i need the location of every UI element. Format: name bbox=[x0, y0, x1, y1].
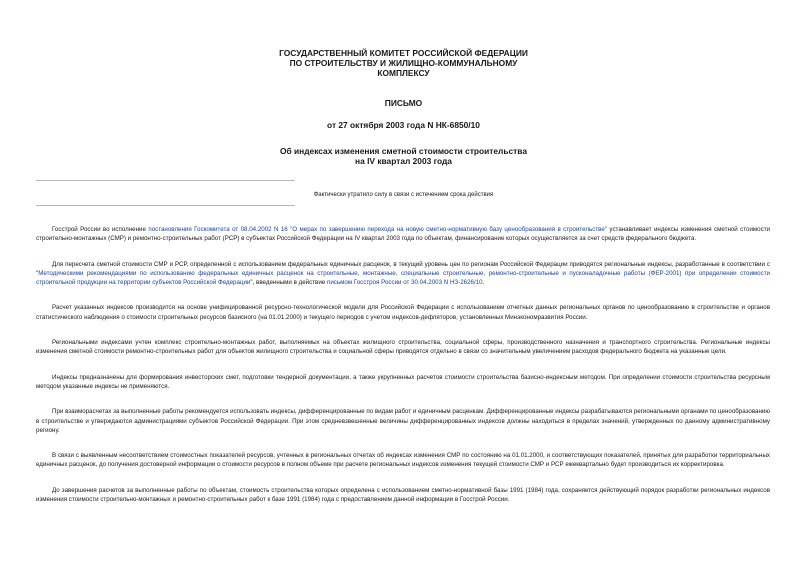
document-date-number: от 27 октября 2003 года N НК-6850/10 bbox=[327, 120, 480, 130]
paragraph-1 bbox=[36, 225, 770, 244]
issuing-authority bbox=[0, 48, 807, 78]
paragraph-1-text-b: устанавливает индексы изменения сметной стоимости строительно-монтажных (СМР) и ремонтно-строительных работ (РСР) в субъектах Российской Федерации на IV квартал 2003 года по объектам, финансирование которых осуществляется за счет средств федерального бюджета. bbox=[36, 226, 770, 243]
resolution-16-link[interactable]: постановления Госкомитета от 08.04.2002 N 16 "О мерах по завершению перехода на новую сметно-нормативную базу ценообразования в строительстве" bbox=[148, 226, 608, 233]
paragraph-2 bbox=[36, 260, 770, 288]
title-line-1: Об индексах изменения сметной стоимости строительства bbox=[280, 146, 527, 156]
paragraph-3: Расчет указанных индексов производится на основе унифицированной ресурсно-технологической модели для Российской Федерации с использованием отчетных данных региональных органов по ценообразованию в строительстве и органов статистического наблюдения о стоимости строительных ресурсов базисного (на 01.01.2000) и текущего периодов с учетом индексов-дефляторов, установленных Минэкономразвития России. bbox=[36, 304, 770, 321]
paragraph-7: В связи с выявленным несоответствием стоимостных показателей ресурсов, учтенных в региональных отчетах об индексах изменения СМР по состоянию на 01.01.2000, и соответствующих показателей, принятых для разработки территориальных единичных расценок, до получения достоверной информации о стоимости ресурсов в полном объеме при расчете региональных индексов изменения текущей стоимости СМР и РСР ежеквартально будет производиться их корректировка. bbox=[36, 452, 770, 469]
divider-top bbox=[36, 180, 295, 181]
authority-line-3: КОМПЛЕКСУ bbox=[377, 68, 430, 78]
paragraph-4: Региональными индексами учтен комплекс строительно-монтажных работ, выполняемых на объектах жилищного строительства, социальной сферы, производственного назначения и транспортного строительства. Региональные индексы изменения сметной стоимости ремонтно-строительных работ для объектов жилищного строительства и социальной сферы приводятся отдельно в связи со значительным увеличением расходов федерального бюджета на указанные цели. bbox=[36, 339, 770, 356]
paragraph-6: При взаиморасчетах за выполненные работы рекомендуется использовать индексы, дифференцированные по видам работ и единичным расценкам. Дифференцированные индексы разрабатываются региональными органами по ценообразованию в строительстве и утверждаются администрациями субъектов Российской Федерации. При этом средневзвешенные величины дифференцированных индексов должны находиться в пределах значений, утвержденных по данному административному региону. bbox=[36, 408, 771, 434]
paragraph-2-text-a: Для пересчета сметной стоимости СМР и РСР, определенной с использованием федеральных единичных расценок, в текущий уровень цен по регионам Российской Федерации приводятся региональные индексы, разработанные в соответствии с " bbox=[36, 260, 770, 277]
authority-line-2: ПО СТРОИТЕЛЬСТВУ И ЖИЛИЩНО-КОММУНАЛЬНОМУ bbox=[289, 58, 518, 68]
authority-line-1: ГОСУДАРСТВЕННЫЙ КОМИТЕТ РОССИЙСКОЙ ФЕДЕРАЦИИ bbox=[279, 48, 528, 58]
paragraph-1-text-a: Госстрой России во исполнение bbox=[52, 226, 149, 233]
gosstroy-letter-link[interactable]: письмом Госстроя России от 30.04.2003 N НЗ-2626/10 bbox=[326, 279, 483, 287]
document-type: ПИСЬМО bbox=[384, 98, 423, 108]
methodical-recommendations-link[interactable]: Методическими рекомендациями по использованию федеральных единичных расценок на строительные, монтажные, специальные строительные, ремонтно-строительные и пусконаладочные работы (ФЕР-2001) при определении стоимости строительной продукции на территории субъектов Российской Федерации bbox=[36, 269, 770, 287]
paragraph-8: До завершения расчетов за выполненные работы по объектам, стоимость строительства которых определена с использованием сметно-нормативной базы 1991 (1984) года, сохраняется действующий порядок разработки региональных индексов изменения стоимости строительно-монтажных и ремонтно-строительных работ к базе 1991 (1984) года с предоставлением данной информации в Госстрой России. bbox=[36, 486, 770, 504]
document-body bbox=[36, 225, 770, 520]
divider-bottom bbox=[36, 205, 295, 206]
paragraph-5: Индексы предназначены для формирования инвесторских смет, подготовки тендерной документации, а также укрупненных расчетов стоимости строительства базисно-индексным методом. При определении стоимости строительства ресурсным методом указанные индексы не применяются. bbox=[36, 373, 770, 390]
paragraph-2-text-b: ", введенными в действие bbox=[250, 279, 327, 287]
paragraph-2-text-c: . bbox=[482, 279, 485, 287]
document-title bbox=[0, 146, 807, 166]
title-line-2: на IV квартал 2003 года bbox=[355, 156, 452, 166]
validity-status-note: Фактически утратило силу в связи с истечением срока действия bbox=[313, 192, 494, 198]
